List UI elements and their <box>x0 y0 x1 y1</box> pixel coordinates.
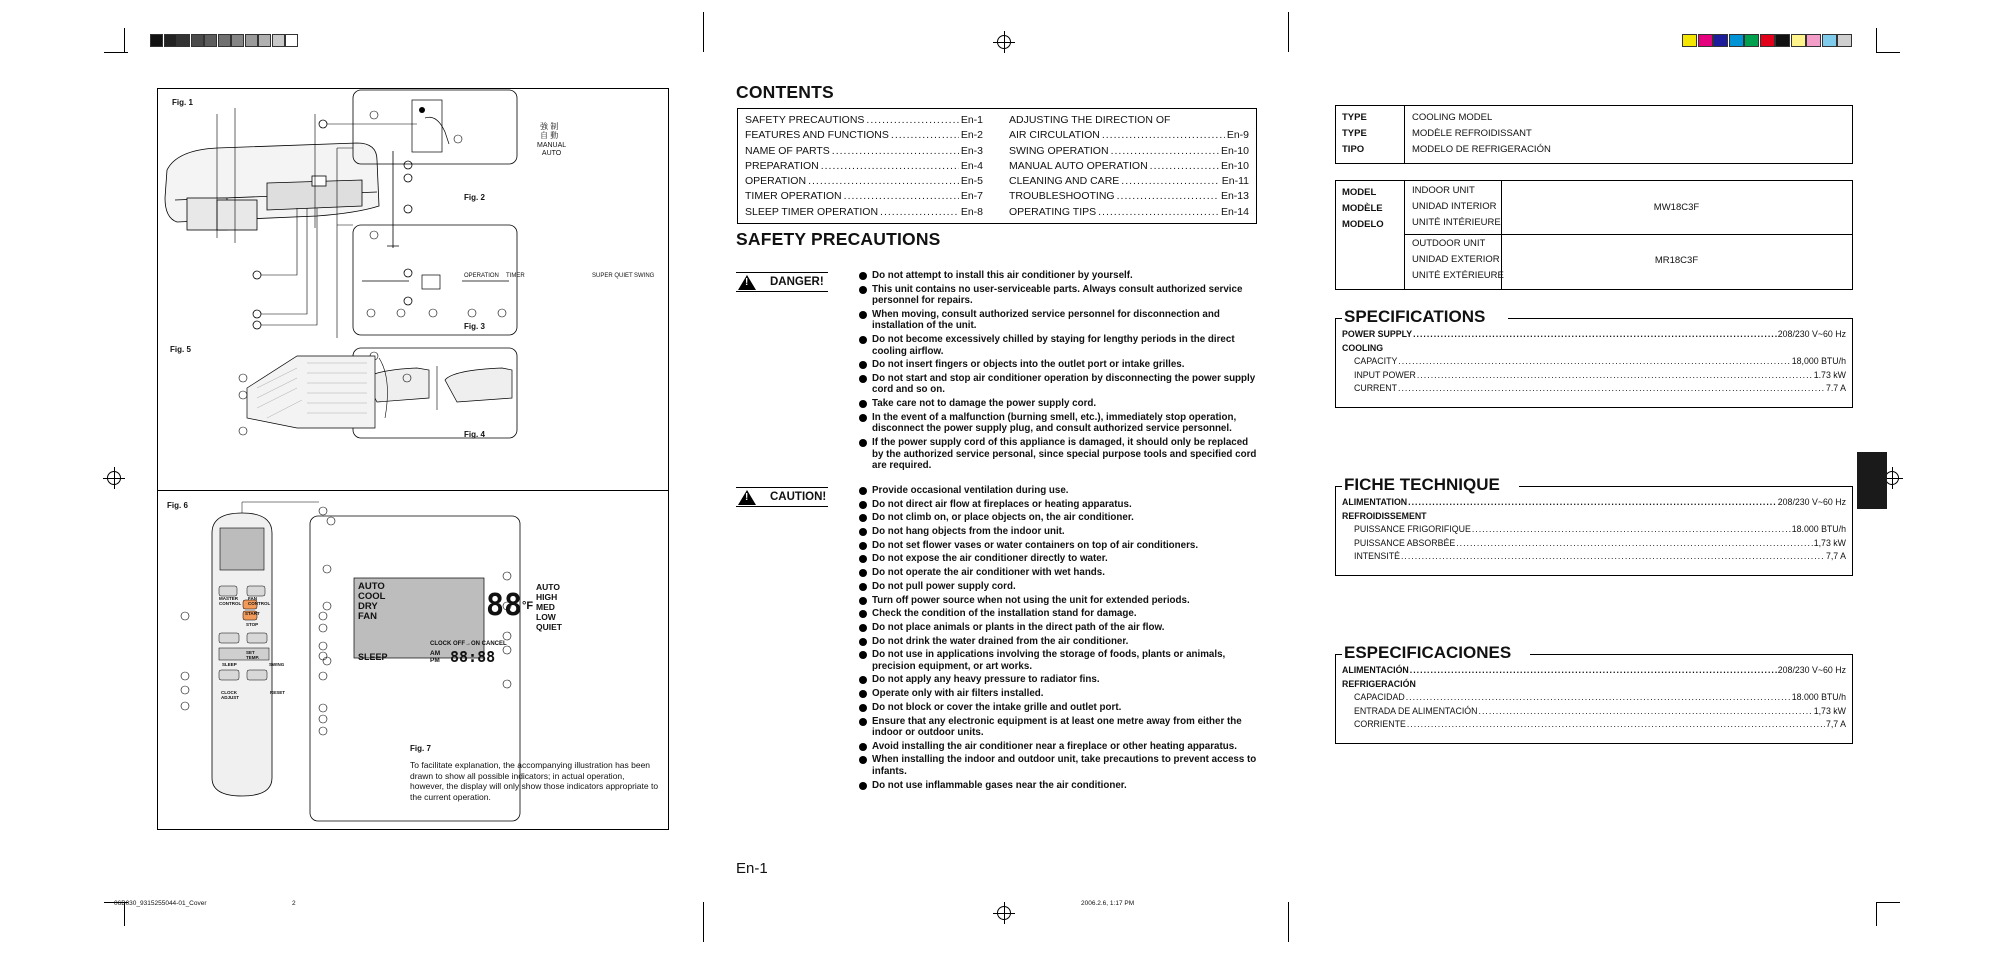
remote-set-temp-label: SET TEMP. <box>246 650 260 660</box>
spec-row <box>1342 342 1846 354</box>
toc-page: En-7 <box>960 190 983 203</box>
fig3-label: Fig. 3 <box>464 322 485 331</box>
precaution-item: Do not set flower vases or water containers on top of air conditioners. <box>858 540 1258 552</box>
spec-row <box>1342 678 1846 690</box>
toc-entry <box>745 128 983 143</box>
precaution-item: Do not expose the air conditioner directly to water. <box>858 553 1258 565</box>
precaution-item: Check the condition of the installation stand for damage. <box>858 608 1258 620</box>
crop-mark <box>104 52 128 53</box>
crop-mark <box>1288 12 1289 52</box>
type-label: TIPO <box>1342 144 1365 155</box>
toc-entry <box>745 159 983 174</box>
fig1-label: Fig. 1 <box>172 98 193 107</box>
spec-block <box>1335 307 1853 408</box>
spec-key: ALIMENTATION <box>1342 497 1408 507</box>
type-value: MODELO DE REFRIGERACIÓN <box>1412 144 1551 155</box>
toc-item: SWING OPERATION <box>1009 144 1109 157</box>
spec-title: SPECIFICATIONS <box>1344 307 1486 326</box>
spec-key: PUISSANCE ABSORBÉE <box>1354 537 1456 548</box>
toc-leader <box>844 189 959 204</box>
spec-value: 1,73 kW <box>1813 705 1846 716</box>
spec-block <box>1335 643 1853 744</box>
toc-page: En-11 <box>1221 175 1249 188</box>
spec-row <box>1342 328 1846 340</box>
toc-item: NAME OF PARTS <box>745 144 830 157</box>
fig5-label: Fig. 5 <box>170 345 191 354</box>
lcd-modes-left <box>358 582 385 622</box>
spec-block <box>1335 475 1853 576</box>
toc-page: En-10 <box>1220 144 1249 157</box>
footer-file: 06B030_9315255044-01_Cover <box>114 900 207 907</box>
fig7-caption: To facilitate explanation, the accompanying illustration has been drawn to show all possible indicators; in actual operation, however, the display will only show those indicators appropriate to the current operation. <box>410 760 659 802</box>
type-value: COOLING MODEL <box>1412 112 1493 123</box>
spec-leader <box>1401 550 1825 562</box>
spec-leader <box>1479 705 1813 717</box>
indoor-unit-drawing <box>165 108 417 329</box>
spec-row <box>1354 537 1846 549</box>
precaution-item: Do not use inflammable gases near the air conditioner. <box>858 780 1258 792</box>
remote-fan-label: FAN CONTROL <box>248 596 271 606</box>
toc-item: AIR CIRCULATION <box>1009 129 1100 142</box>
lcd-unit: °F <box>522 600 534 612</box>
toc-entry <box>1009 144 1249 159</box>
crop-mark <box>1876 902 1900 903</box>
precaution-item: Do not apply any heavy pressure to radiator fins. <box>858 674 1258 686</box>
gray-swatch <box>164 34 177 47</box>
toc-entry <box>1009 189 1249 204</box>
manual-auto-kanji: 強 制 自 動 <box>540 122 559 140</box>
spec-row <box>1354 369 1846 381</box>
type-label: TYPE <box>1342 128 1367 139</box>
gray-swatch <box>204 34 217 47</box>
toc-item: SAFETY PRECAUTIONS <box>745 114 865 126</box>
precaution-item: This unit contains no user-serviceable parts. Always consult authorized service personnel for repairs. <box>858 284 1258 307</box>
toc-item: OPERATION <box>745 175 807 188</box>
spec-key: CORRIENTE <box>1354 719 1406 729</box>
lcd-clock-row: CLOCK OFF→ON CANCEL <box>430 641 507 647</box>
precaution-item: Do not start and stop air conditioner operation by disconnecting the power supply cord and so on. <box>858 373 1258 396</box>
spec-leader <box>1417 369 1813 381</box>
color-swatch <box>1837 34 1852 47</box>
toc-leader <box>891 128 959 143</box>
toc-leader <box>1098 205 1219 220</box>
toc-page: En-13 <box>1220 190 1249 203</box>
gray-swatch <box>191 34 204 47</box>
color-swatch <box>1698 34 1713 47</box>
spec-value: 1,73 kW <box>1813 537 1846 548</box>
spec-key: POWER SUPPLY <box>1342 329 1413 339</box>
crop-mark <box>1876 902 1877 926</box>
lcd-mode: AUTO <box>358 581 385 592</box>
toc-item: FEATURES AND FUNCTIONS <box>745 129 889 142</box>
remote-reset-label: RESET <box>270 690 286 695</box>
lcd-mode: HIGH <box>536 592 558 602</box>
precaution-item: Avoid installing the air conditioner near a fireplace or other heating apparatus. <box>858 741 1258 753</box>
color-swatch <box>1729 34 1744 47</box>
precaution-item: Do not direct air flow at fireplaces or heating apparatus. <box>858 499 1258 511</box>
remote-clock-label: CLOCK ADJUST <box>221 690 240 700</box>
toc-entry <box>1009 174 1249 189</box>
spec-key: CAPACITY <box>1354 356 1398 366</box>
spec-key: COOLING <box>1342 342 1384 353</box>
toc-entry <box>745 189 983 204</box>
indoor-unit-label: UNIDAD INTERIOR <box>1412 201 1497 212</box>
precaution-item: Do not insert fingers or objects into the outlet port or intake grilles. <box>858 359 1258 371</box>
precaution-item: Do not become excessively chilled by staying for lengthy periods in the direct cooling airflow. <box>858 334 1258 357</box>
outdoor-unit-label: UNIDAD EXTERIOR <box>1412 254 1500 265</box>
color-swatch <box>1822 34 1837 47</box>
crop-mark <box>124 28 125 52</box>
spec-value: 7.7 A <box>1825 383 1846 393</box>
danger-list <box>858 270 1258 474</box>
remote-swing-label: SWING <box>269 662 285 667</box>
color-swatch <box>1744 34 1759 47</box>
spec-leader <box>1413 328 1777 340</box>
gray-swatch <box>245 34 258 47</box>
toc-item: CLEANING AND CARE <box>1009 175 1120 188</box>
lcd-am-pm: AM PM <box>430 650 441 664</box>
lcd-sleep: SLEEP <box>358 652 388 662</box>
toc-leader <box>866 113 958 128</box>
lcd-temperature: 88 <box>486 588 523 623</box>
toc-page: En-3 <box>960 144 983 157</box>
toc-page: En-10 <box>1220 159 1249 172</box>
toc-page: En-9 <box>1226 129 1249 142</box>
toc-entry <box>745 205 983 220</box>
fig4-label: Fig. 4 <box>464 430 485 439</box>
spec-title: FICHE TECHNIQUE <box>1344 475 1500 494</box>
precaution-item: Turn off power source when not using the unit for extended periods. <box>858 595 1258 607</box>
remote-master-label: MASTER CONTROL <box>219 596 242 606</box>
toc-leader <box>1150 159 1219 174</box>
danger-box <box>736 272 828 292</box>
spec-value: 208/230 V~60 Hz <box>1777 329 1846 339</box>
safety-title: SAFETY PRECAUTIONS <box>736 229 941 249</box>
spec-key: INPUT POWER <box>1354 369 1416 380</box>
caution-list <box>858 485 1258 793</box>
remote-sleep-label: SLEEP <box>222 662 237 667</box>
registration-mark <box>997 35 1011 49</box>
precaution-item: Ensure that any electronic equipment is at least one metre away from either the indoor or outdoor units. <box>858 716 1258 739</box>
lcd-time: 88:88 <box>450 648 496 666</box>
precaution-item: Do not use in applications involving the storage of foods, plants or animals, precision equipment, or art works. <box>858 649 1258 672</box>
toc-item: TIMER OPERATION <box>745 190 842 203</box>
spec-row <box>1354 718 1846 730</box>
lcd-mode: DRY <box>358 601 378 612</box>
precaution-item: Provide occasional ventilation during use. <box>858 485 1258 497</box>
spec-key: ENTRADA DE ALIMENTACIÓN <box>1354 705 1478 716</box>
crop-mark <box>1876 28 1877 52</box>
remote-start-label: START <box>245 611 260 616</box>
toc-page: En-4 <box>960 159 983 172</box>
precaution-item: Do not operate the air conditioner with wet hands. <box>858 567 1258 579</box>
spec-value: 208/230 V~60 Hz <box>1777 497 1846 507</box>
color-swatch <box>1791 34 1806 47</box>
toc-item: OPERATING TIPS <box>1009 205 1097 218</box>
spec-value: 18,000 BTU/h <box>1791 356 1846 366</box>
spec-leader <box>1472 523 1791 535</box>
page-number: En-1 <box>736 860 768 877</box>
color-swatch <box>1760 34 1775 47</box>
model-table <box>1335 180 1853 290</box>
spec-leader <box>1406 691 1791 703</box>
precaution-item: Do not climb on, or place objects on, the air conditioner. <box>858 512 1258 524</box>
fig3-timer-label: TIMER <box>506 273 525 279</box>
lcd-mode: QUIET <box>536 622 562 632</box>
gray-swatch <box>177 34 190 47</box>
spec-value: 208/230 V~60 Hz <box>1777 665 1846 675</box>
toc-entry <box>1009 205 1249 220</box>
precaution-item: Operate only with air filters installed. <box>858 688 1258 700</box>
toc-item: TROUBLESHOOTING <box>1009 190 1115 203</box>
color-swatch <box>1806 34 1821 47</box>
spec-row <box>1354 705 1846 717</box>
spec-row <box>1342 510 1846 522</box>
precaution-item: When installing the indoor and outdoor unit, take precautions to prevent access to infants. <box>858 754 1258 777</box>
precaution-item: Do not place animals or plants in the direct path of the air flow. <box>858 622 1258 634</box>
spec-leader <box>1407 718 1825 730</box>
fig3-swing-label: SWING <box>634 273 655 279</box>
lcd-mode: LOW <box>536 612 556 622</box>
spec-key: CURRENT <box>1354 383 1398 393</box>
spec-row <box>1342 664 1846 676</box>
spec-row <box>1354 355 1846 367</box>
fig7-label: Fig. 7 <box>410 744 431 753</box>
toc-item: MANUAL AUTO OPERATION <box>1009 159 1148 172</box>
toc-item: PREPARATION <box>745 159 819 172</box>
fig3-operation-label: OPERATION <box>464 273 499 279</box>
precaution-item: If the power supply cord of this appliance is damaged, it should only be replaced by the authorized service personal, since special purpose tools and specified cord are required. <box>858 437 1258 472</box>
gray-swatch <box>218 34 231 47</box>
outdoor-model: MR18C3F <box>1654 255 1699 266</box>
precaution-item: Do not drink the water drained from the air conditioner. <box>858 636 1258 648</box>
fig2-label: Fig. 2 <box>464 193 485 202</box>
toc-leader <box>1102 128 1225 143</box>
toc-entry <box>1009 128 1249 143</box>
spec-value: 7,7 A <box>1825 551 1846 561</box>
spec-row <box>1354 550 1846 562</box>
spec-leader <box>1398 355 1790 367</box>
outdoor-unit-label: OUTDOOR UNIT <box>1412 238 1486 249</box>
toc-page: En-5 <box>960 175 983 188</box>
crop-mark <box>1288 902 1289 942</box>
lcd-mode: MED <box>536 602 555 612</box>
model-label: MODÈLE <box>1342 203 1383 214</box>
warning-icon <box>738 490 756 505</box>
outdoor-unit-label: UNITÉ EXTÉRIEURE <box>1412 270 1504 281</box>
crop-mark <box>703 12 704 52</box>
footer-date: 2006.2.6, 1:17 PM <box>1081 900 1135 907</box>
type-table <box>1335 105 1853 164</box>
fig3-super-quiet-label: SUPER QUIET <box>592 273 633 279</box>
lcd-mode: AUTO <box>536 582 560 592</box>
toc-entry <box>1009 159 1249 174</box>
precaution-item: Do not attempt to install this air conditioner by yourself. <box>858 270 1258 282</box>
type-label: TYPE <box>1342 112 1367 123</box>
spec-key: INTENSITÉ <box>1354 551 1400 561</box>
registration-mark <box>997 906 1011 920</box>
spec-key: PUISSANCE FRIGORIFIQUE <box>1354 524 1471 534</box>
toc-leader <box>1121 174 1219 189</box>
fig6-label: Fig. 6 <box>167 501 188 510</box>
registration-mark <box>107 471 121 485</box>
indoor-unit-label: INDOOR UNIT <box>1412 185 1475 196</box>
contents-title: CONTENTS <box>736 82 834 102</box>
gray-swatch <box>150 34 163 47</box>
toc-page: En-8 <box>960 205 983 218</box>
toc-item: SLEEP TIMER OPERATION <box>745 205 879 218</box>
spec-value: 18.000 BTU/h <box>1791 524 1846 534</box>
indoor-model: MW18C3F <box>1653 202 1700 213</box>
toc-page: En-14 <box>1220 205 1249 218</box>
spec-value: 7,7 A <box>1825 719 1846 729</box>
color-swatch <box>1682 34 1697 47</box>
precaution-item: Take care not to damage the power supply cord. <box>858 398 1258 410</box>
spec-leader <box>1408 496 1777 508</box>
indoor-unit-label: UNITÉ INTÉRIEURE <box>1412 217 1501 228</box>
toc-leader <box>1117 189 1219 204</box>
toc-page: En-1 <box>960 114 983 126</box>
registration-mark <box>1885 471 1899 485</box>
caution-label: CAUTION! <box>770 491 827 503</box>
toc-entry <box>745 144 983 159</box>
model-label: MODEL <box>1342 187 1377 198</box>
spec-leader <box>1398 382 1825 394</box>
toc-entry <box>745 174 983 189</box>
color-swatch <box>1775 34 1790 47</box>
spec-row <box>1354 382 1846 394</box>
lcd-mode: COOL <box>358 591 386 602</box>
spec-key: REFROIDISSEMENT <box>1342 510 1427 521</box>
model-label: MODELO <box>1342 219 1384 230</box>
lcd-modes-right <box>536 582 562 632</box>
warning-icon <box>738 275 756 290</box>
gray-swatch <box>231 34 244 47</box>
toc-item: ADJUSTING THE DIRECTION OF <box>1009 114 1171 126</box>
spec-title: ESPECIFICACIONES <box>1344 643 1512 662</box>
spec-key: CAPACIDAD <box>1354 692 1405 702</box>
precaution-item: When moving, consult authorized service personnel for disconnection and installation of the unit. <box>858 309 1258 332</box>
precaution-item: In the event of a malfunction (burning smell, etc.), immediately stop operation, disconnect the power supply plug, and consult authorized service personnel. <box>858 412 1258 435</box>
crop-mark <box>1876 52 1900 53</box>
caution-box <box>736 487 828 507</box>
color-swatch <box>1713 34 1728 47</box>
crop-mark <box>703 902 704 942</box>
remote-stop-label: STOP <box>246 622 259 627</box>
spec-value: 1.73 kW <box>1813 369 1846 380</box>
precaution-item: Do not pull power supply cord. <box>858 581 1258 593</box>
toc-leader <box>1111 144 1219 159</box>
contents-box <box>737 108 1257 224</box>
gray-swatch <box>272 34 285 47</box>
precaution-item: Do not hang objects from the indoor unit. <box>858 526 1258 538</box>
type-value: MODÈLE REFROIDISSANT <box>1412 128 1532 139</box>
spec-leader <box>1410 664 1777 676</box>
spec-row <box>1354 691 1846 703</box>
toc-leader <box>808 174 959 189</box>
toc-entry <box>745 113 983 128</box>
toc-leader <box>880 205 959 220</box>
footer-sheet: 2 <box>292 900 296 907</box>
toc-leader <box>821 159 959 174</box>
spec-key: REFRIGERACIÓN <box>1342 678 1416 689</box>
toc-page: En-2 <box>960 129 983 142</box>
gray-swatch <box>285 34 298 47</box>
spec-key: ALIMENTACIÓN <box>1342 665 1409 675</box>
spec-row <box>1342 496 1846 508</box>
section-tab <box>1857 452 1887 509</box>
lcd-mode: FAN <box>358 611 377 622</box>
precaution-item: Do not block or cover the intake grille and outlet port. <box>858 702 1258 714</box>
gray-swatch <box>258 34 271 47</box>
spec-value: 18.000 BTU/h <box>1791 692 1846 702</box>
figure-illustrations <box>157 88 669 830</box>
spec-leader <box>1456 537 1813 549</box>
danger-label: DANGER! <box>770 276 824 288</box>
spec-row <box>1354 523 1846 535</box>
toc-leader <box>832 144 959 159</box>
manual-auto-label: MANUAL AUTO <box>537 142 567 157</box>
